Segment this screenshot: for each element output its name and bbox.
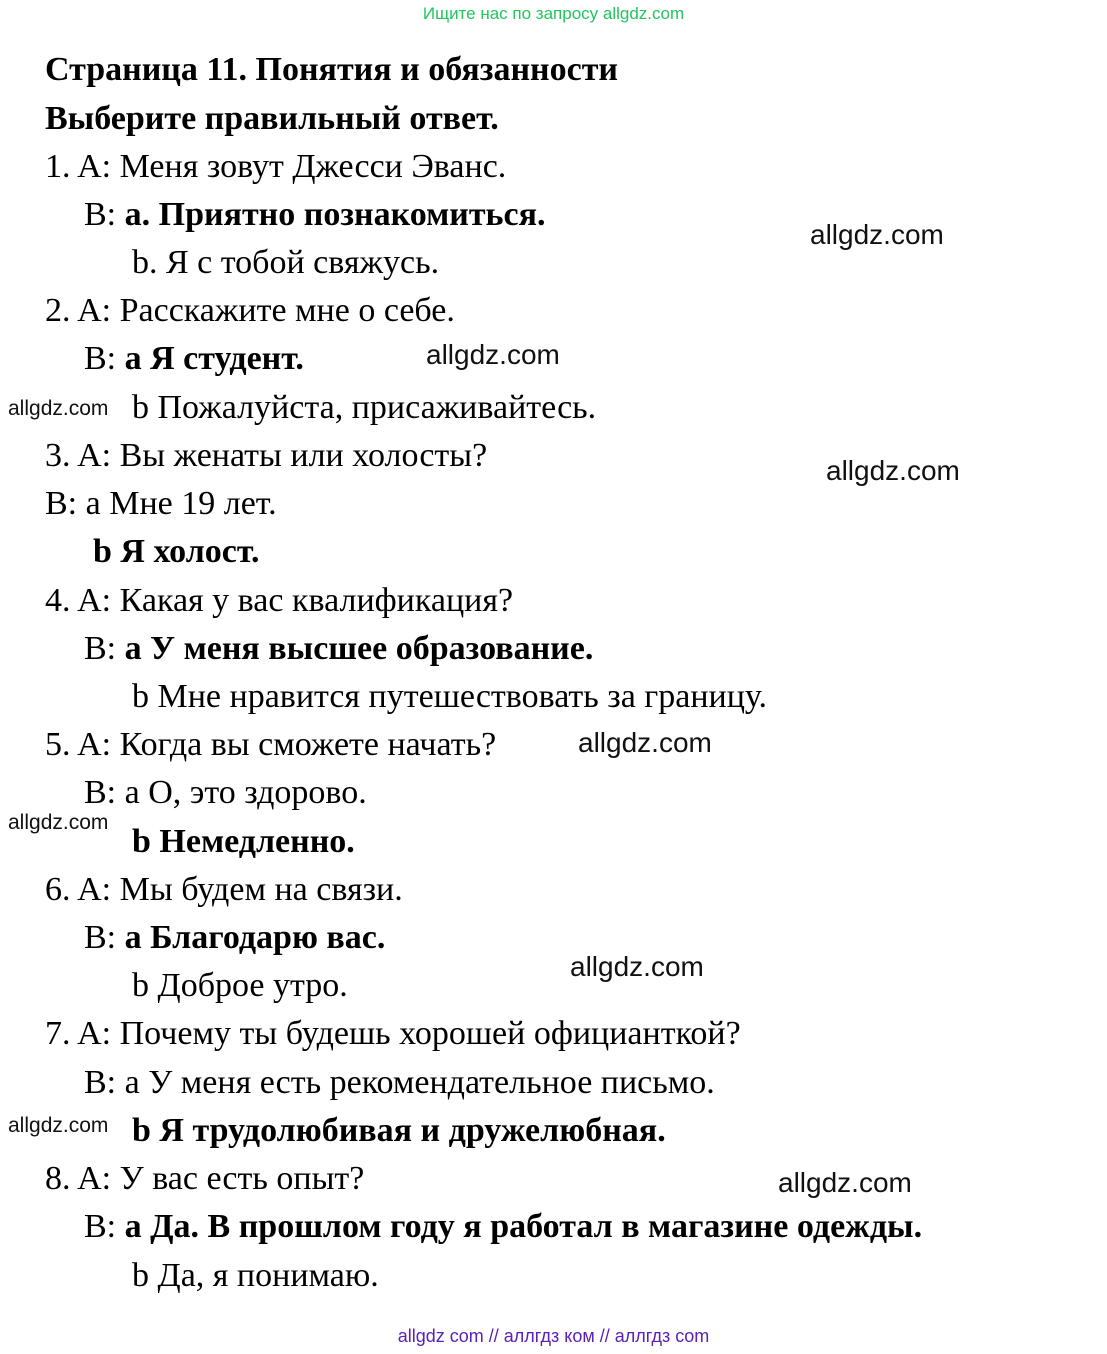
question-6: 6. A: Мы будем на связи.: [45, 871, 403, 908]
answer-1b: b. Я с тобой свяжусь.: [132, 244, 440, 281]
answer-5a: B: a О, это здорово.: [84, 774, 367, 811]
question-3: 3. A: Вы женаты или холосты?: [45, 437, 488, 474]
answer-prefix: B:: [84, 630, 125, 667]
answer-4b: b Мне нравится путешествовать за границу.: [132, 678, 768, 715]
answer-8b: b Да, я понимаю.: [132, 1257, 379, 1294]
question-4: 4. A: Какая у вас квалификация?: [45, 582, 514, 619]
question-2: 2. A: Расскажите мне о себе.: [45, 292, 455, 329]
question-1: 1. A: Меня зовут Джесси Эванс.: [45, 148, 507, 185]
correct-answer: a У меня высшее образование.: [124, 630, 594, 667]
watermark: allgdz.com: [778, 1167, 912, 1198]
watermark: allgdz.com: [826, 455, 960, 486]
question-7: 7. A: Почему ты будешь хорошей официанткой?: [45, 1015, 741, 1052]
top-banner[interactable]: Ищите нас по запросу allgdz.com: [422, 4, 685, 23]
watermark: allgdz.com: [8, 397, 109, 420]
correct-answer: a Благодарю вас.: [124, 919, 386, 956]
answer-8a: [84, 1207, 922, 1247]
watermark: allgdz.com: [8, 811, 109, 834]
watermark: allgdz.com: [570, 951, 704, 982]
correct-answer: a. Приятно познакомиться.: [124, 196, 546, 233]
instruction: Выберите правильный ответ.: [45, 100, 499, 137]
question-5: 5. A: Когда вы сможете начать?: [45, 726, 497, 763]
answer-2a: [84, 339, 304, 379]
answer-6b: b Доброе утро.: [132, 967, 348, 1004]
answer-6a: [84, 918, 385, 958]
answer-7a: B: a У меня есть рекомендательное письмо.: [84, 1064, 715, 1101]
watermark: allgdz.com: [426, 339, 560, 370]
answer-3a: B: a Мне 19 лет.: [45, 485, 277, 522]
answer-7b-correct: b Я трудолюбивая и дружелюбная.: [132, 1112, 666, 1149]
answer-2b: b Пожалуйста, присаживайтесь.: [132, 389, 597, 426]
answer-prefix: B:: [84, 196, 125, 233]
answer-prefix: B:: [84, 1208, 125, 1245]
watermark: allgdz.com: [8, 1114, 109, 1137]
question-8: 8. A: У вас есть опыт?: [45, 1160, 365, 1197]
answer-5b-correct: b Немедленно.: [132, 823, 355, 860]
answer-1a: [84, 195, 546, 235]
answer-prefix: B:: [84, 919, 125, 956]
watermark: allgdz.com: [578, 727, 712, 758]
answer-prefix: B:: [84, 340, 125, 377]
answer-4a: [84, 629, 593, 669]
correct-answer: a Да. В прошлом году я работал в магазине одежды.: [124, 1208, 923, 1245]
answer-3b-correct: b Я холост.: [93, 533, 260, 570]
page-title: Страница 11. Понятия и обязанности: [45, 51, 619, 88]
watermark: allgdz.com: [810, 219, 944, 250]
footer-links[interactable]: allgdz com // аллгдз ком // аллгдз com: [397, 1326, 710, 1346]
correct-answer: a Я студент.: [124, 340, 304, 377]
